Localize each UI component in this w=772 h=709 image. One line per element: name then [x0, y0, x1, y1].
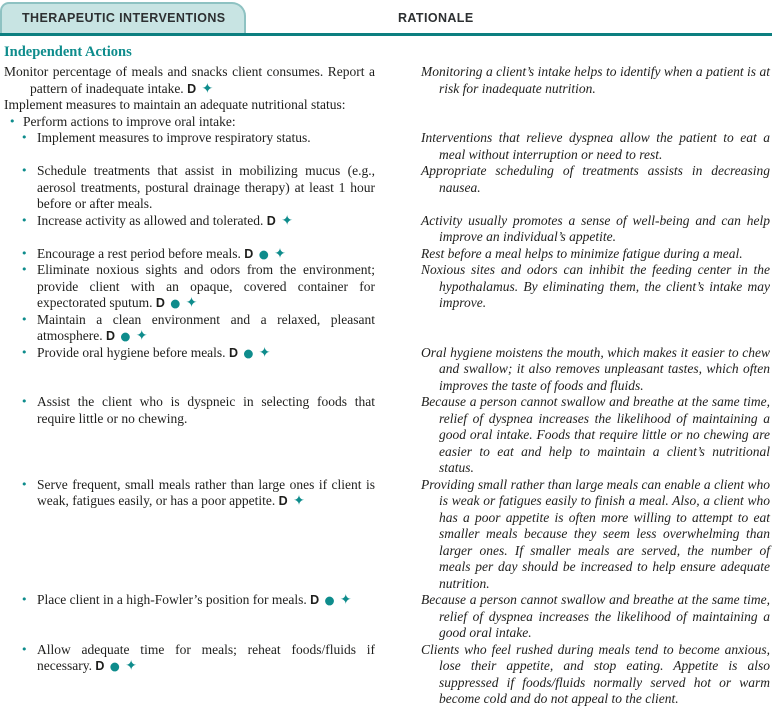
star-marker-icon: ✦: [185, 295, 198, 311]
star-marker-icon: ✦: [201, 80, 214, 97]
section-heading: Independent Actions: [4, 44, 132, 60]
bullet-icon: •: [21, 213, 28, 227]
interventions-header-label: THERAPEUTIC INTERVENTIONS: [22, 11, 226, 25]
intervention-item: [0, 130, 421, 163]
intervention-item: [0, 394, 421, 477]
bullet-icon: •: [21, 642, 28, 656]
table-row: [0, 97, 772, 114]
rationale-item: Noxious sites and odors can inhibit the feeding center in the hypothalamus. By eliminating them, the client’s intake may improve.: [421, 262, 770, 310]
table-row: [0, 130, 772, 163]
dot-marker-icon: ●: [120, 329, 131, 343]
bullet-icon: •: [21, 263, 28, 276]
rationale-item: [421, 312, 772, 345]
header-rule: [0, 33, 772, 36]
table-row: [0, 246, 772, 263]
bullet-icon: •: [21, 395, 28, 408]
d-marker: D: [155, 296, 165, 310]
table-row: [0, 64, 772, 97]
bullet-icon: •: [21, 593, 28, 606]
star-marker-icon: ✦: [258, 344, 271, 361]
interventions-rationale-table: [0, 64, 772, 708]
intervention-text: Implement measures to maintain an adequate nutritional status:: [4, 97, 346, 112]
intervention-text: Perform actions to improve oral intake:: [23, 113, 236, 129]
d-marker: D: [95, 659, 105, 673]
table-row: [0, 394, 772, 477]
intervention-item: [0, 64, 421, 97]
rationale-header-label: RATIONALE: [398, 11, 474, 25]
intervention-item: [0, 262, 421, 312]
rationale-item: Appropriate scheduling of treatments assists in decreasing nausea.: [421, 163, 770, 195]
table-row: [0, 163, 772, 213]
dot-marker-icon: ●: [258, 246, 269, 261]
rationale-item: Monitoring a client’s intake helps to identify when a patient is at risk for inadequate nutrition.: [421, 64, 770, 96]
intervention-item: [0, 592, 421, 642]
table-row: [0, 345, 772, 395]
rationale-item: Oral hygiene moistens the mouth, which makes it easier to chew and swallow; it also removes unpleasant tastes, which often improves the taste of foods and fluids.: [421, 344, 770, 393]
intervention-text: Encourage a rest period before meals.: [37, 245, 241, 261]
intervention-item: [0, 163, 421, 213]
bullet-icon: •: [21, 345, 28, 359]
intervention-item: [0, 312, 421, 345]
intervention-text: Increase activity as allowed and tolerated.: [37, 212, 264, 228]
intervention-item: [0, 114, 421, 131]
table-row: [0, 262, 772, 312]
dot-marker-icon: ●: [324, 593, 335, 607]
intervention-item: [0, 477, 421, 593]
rationale-item: [421, 97, 772, 114]
bullet-icon: •: [21, 131, 28, 144]
interventions-header-tab: [0, 2, 246, 33]
d-marker: D: [266, 213, 276, 228]
intervention-text: Serve frequent, small meals rather than large ones if client is weak, fatigues easily, or has a poor appetite.: [37, 476, 375, 508]
rationale-item: Because a person cannot swallow and breathe at the same time, relief of dyspnea increases the likelihood of maintaining a good oral intake.: [421, 592, 770, 640]
intervention-item: [0, 213, 421, 246]
rationale-item: Because a person cannot swallow and breathe at the same time, relief of dyspnea increases the likelihood of maintaining a good oral intake. Foods that require little or no chewing are easier to eat and help to maintain a client’s nutritional status.: [421, 394, 770, 475]
d-marker: D: [187, 81, 197, 96]
star-marker-icon: ✦: [135, 328, 148, 344]
rationale-item: Providing small rather than large meals can enable a client who is weak or fatigues easily to finish a meal. Also, a client who has a poor appetite is often more willing to attempt to eat smaller meals because they seem less overwhelming than larger ones. If smaller meals are served, the number of meals per day should be increased to help ensure adequate nutrition.: [421, 476, 770, 591]
star-marker-icon: ✦: [339, 592, 352, 608]
intervention-item: [0, 246, 421, 263]
dot-marker-icon: ●: [109, 659, 120, 673]
star-marker-icon: ✦: [125, 658, 137, 674]
dot-marker-icon: ●: [170, 296, 181, 310]
intervention-item: [0, 345, 421, 395]
table-header: [0, 0, 772, 36]
intervention-item: [0, 97, 421, 114]
dot-marker-icon: ●: [243, 345, 254, 360]
intervention-text: Provide oral hygiene before meals.: [37, 344, 226, 360]
star-marker-icon: ✦: [293, 493, 305, 509]
d-marker: D: [244, 246, 254, 261]
intervention-text: Eliminate noxious sights and odors from the environment; provide client with an opaque, covered container for expectorated sputum.: [37, 262, 375, 310]
bullet-icon: •: [21, 312, 28, 326]
bullet-icon: •: [21, 246, 28, 260]
d-marker: D: [228, 345, 238, 360]
intervention-text: Assist the client who is dyspneic in selecting foods that require little or no chewing.: [37, 394, 375, 426]
rationale-item: Interventions that relieve dyspnea allow the patient to eat a meal without interruption or need to rest.: [421, 130, 770, 162]
bullet-icon: •: [9, 114, 16, 128]
table-row: [0, 477, 772, 593]
d-marker: D: [105, 329, 116, 343]
intervention-text: Allow adequate time for meals; reheat foods/fluids if necessary.: [37, 641, 375, 673]
table-row: [0, 642, 772, 708]
rationale-item: Activity usually promotes a sense of well-being and can help improve an individual’s appetite.: [421, 212, 770, 244]
intervention-text: Monitor percentage of meals and snacks client consumes. Report a pattern of inadequate intake.: [4, 64, 375, 96]
rationale-item: [421, 114, 772, 131]
rationale-item: Clients who feel rushed during meals tend to become anxious, lose their appetite, and stop eating. Appetite is also suppressed if foods/fluids normally served hot or warm become cold and do not appeal to the client.: [421, 641, 770, 706]
d-marker: D: [278, 494, 288, 508]
intervention-text: Schedule treatments that assist in mobilizing mucus (e.g., aerosol treatments, postural drainage therapy) at least 1 hour before or after meals.: [37, 163, 375, 211]
intervention-text: Maintain a clean environment and a relaxed, pleasant atmosphere.: [37, 311, 375, 343]
table-row: [0, 114, 772, 131]
d-marker: D: [310, 593, 320, 607]
star-marker-icon: ✦: [281, 212, 293, 229]
star-marker-icon: ✦: [274, 245, 286, 262]
table-row: [0, 592, 772, 642]
intervention-text: Implement measures to improve respiratory status.: [37, 130, 311, 145]
table-row: [0, 213, 772, 246]
bullet-icon: •: [21, 164, 28, 177]
bullet-icon: •: [21, 477, 28, 491]
rationale-item: Rest before a meal helps to minimize fatigue during a meal.: [421, 245, 743, 261]
intervention-item: [0, 642, 421, 708]
table-row: [0, 312, 772, 345]
intervention-text: Place client in a high-Fowler’s position for meals.: [37, 592, 307, 607]
